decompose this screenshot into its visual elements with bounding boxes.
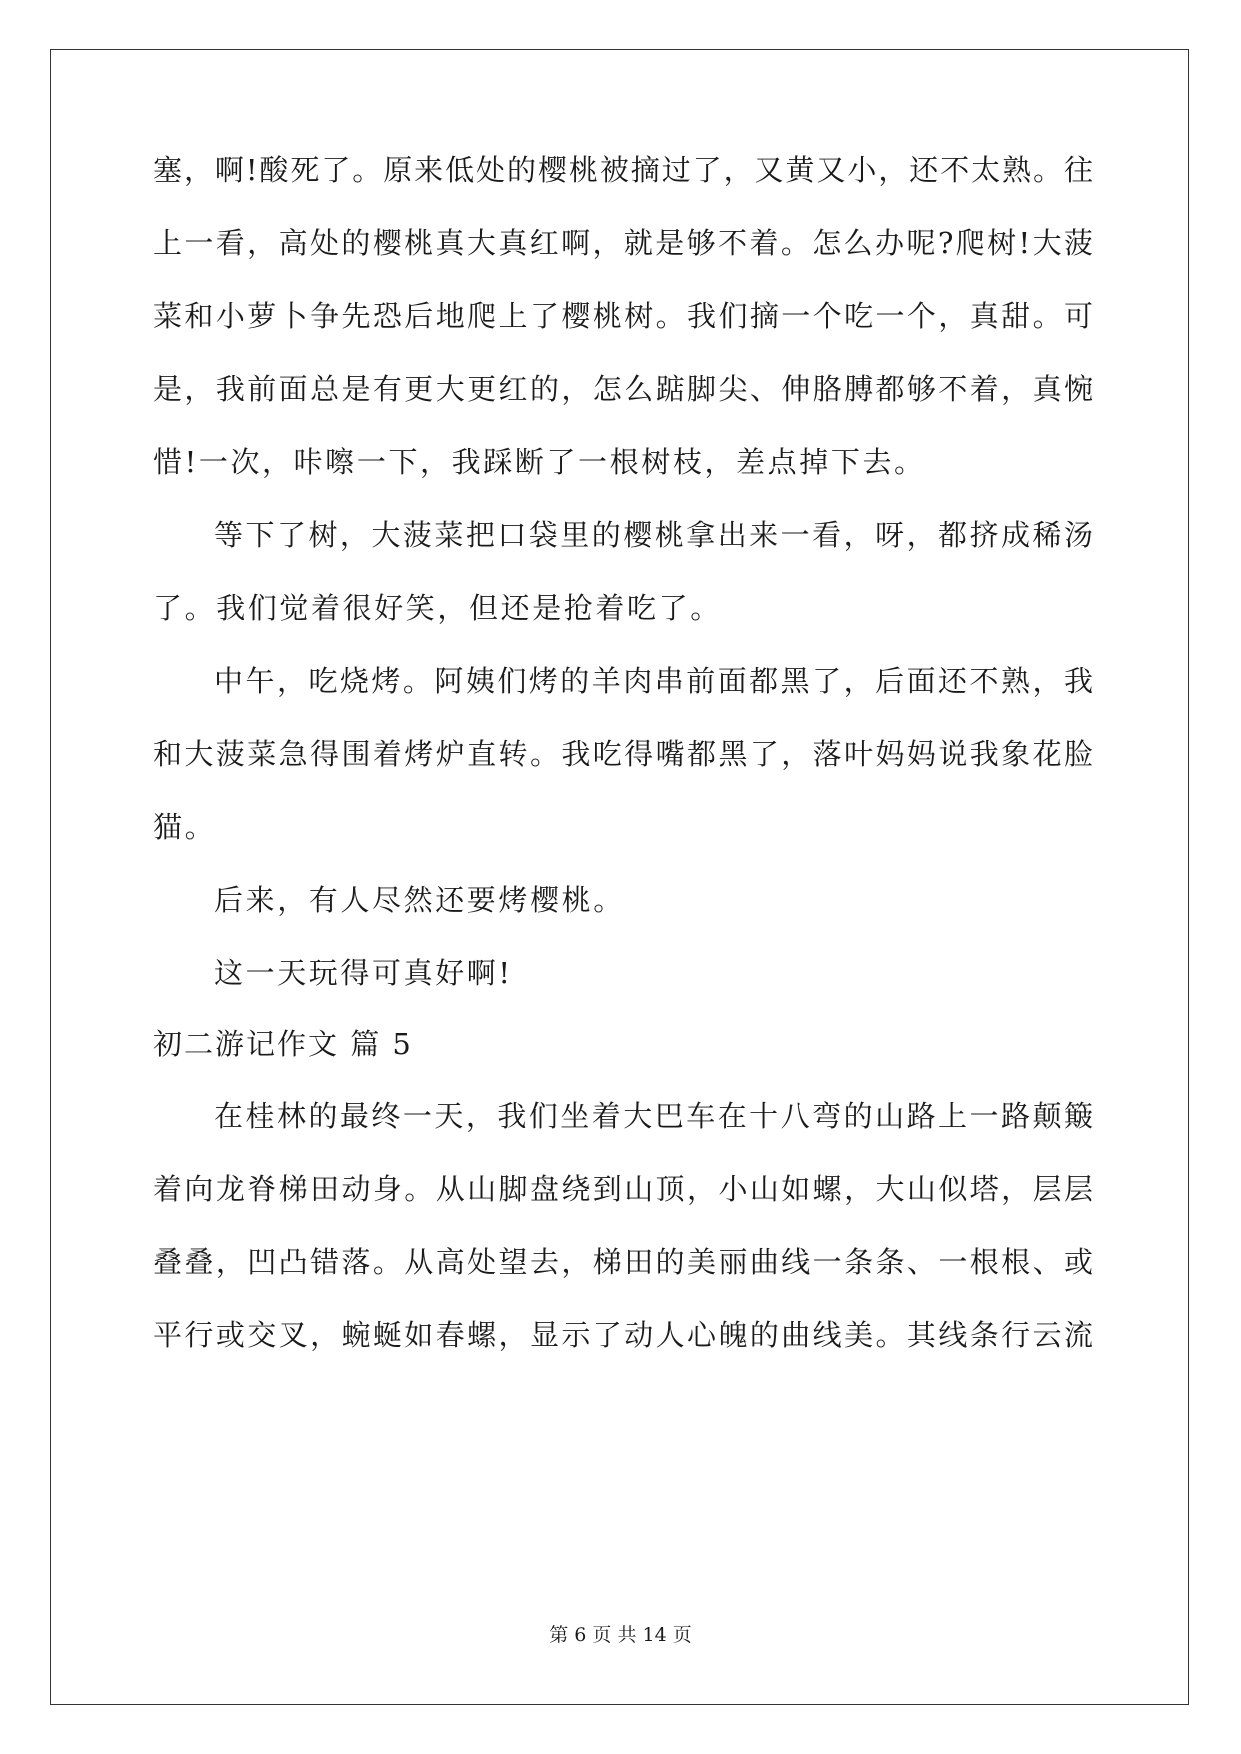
paragraph-line: 菜和小萝卜争先恐后地爬上了樱桃树。我们摘一个吃一个，真甜。可 <box>153 299 1093 333</box>
paragraph-line: 等下了树，大菠菜把口袋里的樱桃拿出来一看，呀，都挤成稀汤 <box>214 518 1093 552</box>
paragraph-line: 了。我们觉着很好笑，但还是抢着吃了。 <box>153 591 722 625</box>
paragraph-line: 着向龙脊梯田动身。从山脚盘绕到山顶，小山如螺，大山似塔，层层 <box>153 1172 1093 1206</box>
paragraph-line: 后来，有人尽然还要烤樱桃。 <box>214 883 625 917</box>
paragraph-line: 猫。 <box>153 810 217 844</box>
paragraph-line: 和大菠菜急得围着烤炉直转。我吃得嘴都黑了，落叶妈妈说我象花脸 <box>153 737 1093 771</box>
paragraph-line: 这一天玩得可真好啊! <box>214 956 513 990</box>
paragraph-line: 在桂林的最终一天，我们坐着大巴车在十八弯的山路上一路颠簸 <box>214 1099 1093 1133</box>
paragraph-line: 惜!一次，咔嚓一下，我踩断了一根树枝，差点掉下去。 <box>153 445 926 479</box>
paragraph-line: 平行或交叉，蜿蜒如春螺，显示了动人心魄的曲线美。其线条行云流 <box>153 1318 1093 1352</box>
paragraph-line: 叠叠，凹凸错落。从高处望去，梯田的美丽曲线一条条、一根根、或 <box>153 1245 1093 1279</box>
page-number-footer: 第 6 页 共 14 页 <box>549 1624 692 1646</box>
paragraph-line: 塞，啊!酸死了。原来低处的樱桃被摘过了，又黄又小，还不太熟。往 <box>153 153 1093 187</box>
paragraph-line: 中午，吃烧烤。阿姨们烤的羊肉串前面都黑了，后面还不熟，我 <box>214 664 1093 698</box>
paragraph-line: 上一看，高处的樱桃真大真红啊，就是够不着。怎么办呢?爬树!大菠 <box>153 226 1093 260</box>
section-heading: 初二游记作文 篇 5 <box>153 1027 413 1061</box>
paragraph-line: 是，我前面总是有更大更红的，怎么踮脚尖、伸胳膊都够不着，真惋 <box>153 372 1093 406</box>
